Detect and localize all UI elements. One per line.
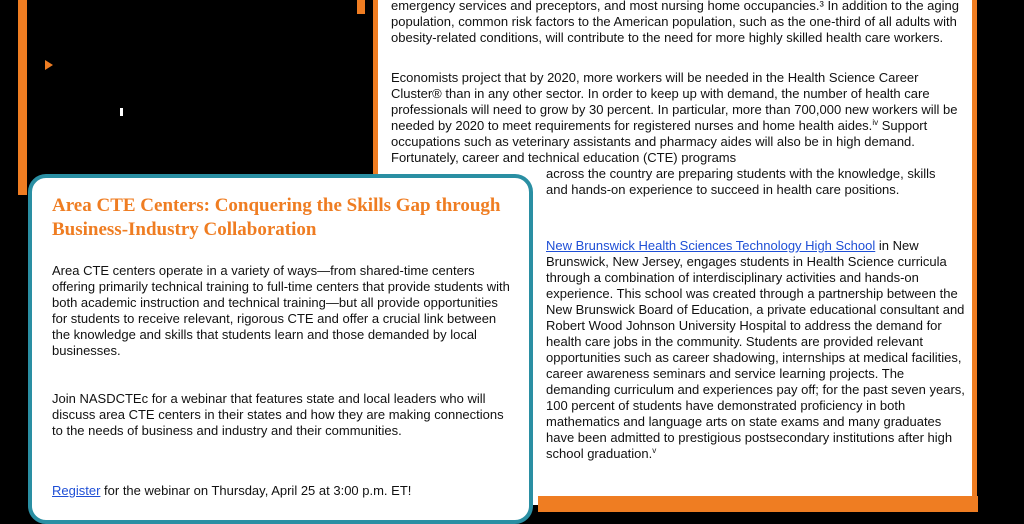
bullet-mark [120,108,123,116]
webinar-callout-box [28,174,533,524]
article-new-brunswick-paragraph [546,238,966,462]
orange-footer-bar [538,496,978,512]
left-accent-bar [18,0,27,195]
left-accent-bar-top [357,0,365,14]
footnote-marker-iv: iv [872,118,879,127]
article-intro-paragraph: emergency services and preceptors, and most nursing home occupancies.³ In addition to the aging population, common risk factors to the American population, such as the one-third of all adults with obesity-related conditions, will contribute to the need for more highly skilled health care workers. [391,0,959,45]
register-link[interactable]: Register [52,483,101,498]
economists-text-cont: Support occupations such as veterinary assistants and pharmacy aides will also be in high demand. Fortunately, career and technical education (CTE) programs [391,118,928,165]
callout-register-paragraph [52,483,512,499]
economists-text: Economists project that by 2020, more workers will be needed in the Health Science Career Cluster® than in any other sector. In order to keep up with demand, the number of health care professionals will need to grow by 30 percent. In particular, more than 700,000 new workers will be needed by 2020 to meet requirements for registered nurses and home health aides. [391,70,958,133]
register-text: for the webinar on Thursday, April 25 at 3:00 p.m. ET! [100,483,412,498]
callout-paragraph-1: Area CTE centers operate in a variety of ways—from shared-time centers offering primarily technical training to full-time centers that provide students with both academic instruction and technical training—but all provide opportunities for students to receive relevant, rigorous CTE and offer a crucial link between the knowledge and skills that students learn and those demanded by local businesses. [52,263,510,358]
article-cte-continuation: across the country are preparing students with the knowledge, skills and hands-on experience to succeed in health care positions. [546,166,936,197]
callout-paragraph-2: Join NASDCTEc for a webinar that features state and local leaders who will discuss area CTE centers in their states and how they are making connections to the needs of business and industry and their communities. [52,391,504,438]
new-brunswick-text: in New Brunswick, New Jersey, engages students in Health Science curricula through a combination of interdisciplinary activities and hands-on experience. This school was created through a partnership between the New Brunswick Board of Education, a private educational consultant and Robert Wood Johnson University Hospital to address the demand for health care jobs in the community. Students are provided relevant opportunities such as career shadowing, internships at medical facilities, career awareness seminars and service learning projects. The demanding curriculum and experiences pay off; for the past seven years, 100 percent of students have demonstrated proficiency in both mathematics and language arts on state exams and many graduates have been admitted to prestigious postsecondary institutions after high school graduation. [546,238,965,461]
article-economists-paragraph [391,70,966,166]
new-brunswick-school-link[interactable]: New Brunswick Health Sciences Technology High School [546,238,876,253]
footnote-marker-v: v [652,446,657,455]
triangle-arrow-icon [45,60,53,70]
callout-title: Area CTE Centers: Conquering the Skills Gap through Business-Industry Collaboration [52,195,501,240]
